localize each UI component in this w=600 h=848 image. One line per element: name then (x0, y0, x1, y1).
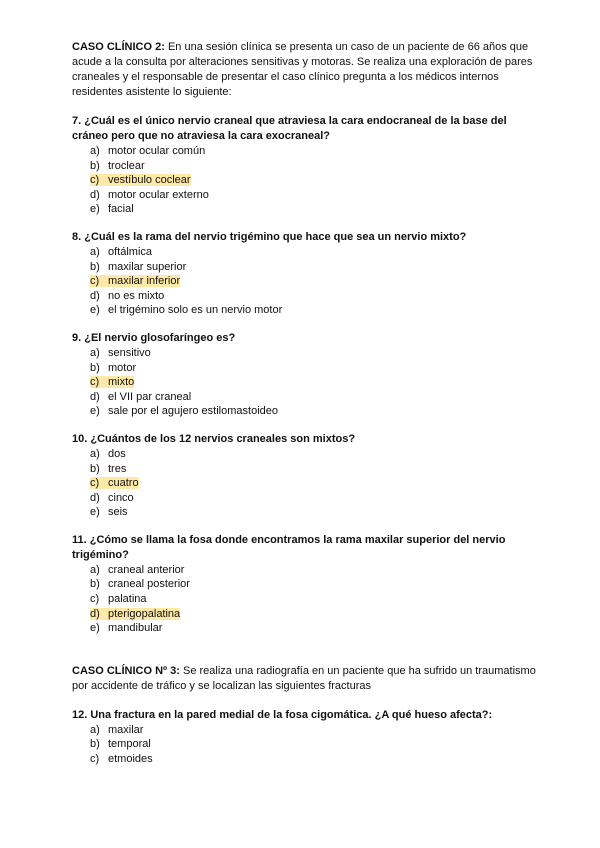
option-list (72, 563, 542, 636)
option-item[interactable]: a) dos (90, 447, 126, 460)
option-item-highlighted[interactable]: c) cuatro (90, 477, 139, 490)
option-item-highlighted[interactable]: c) mixto (90, 376, 135, 389)
question-block (72, 432, 542, 520)
option-item[interactable]: a) sensitivo (90, 346, 151, 359)
option-item[interactable]: a) motor ocular común (90, 145, 206, 157)
option-item[interactable]: a) oftálmica (90, 245, 153, 258)
option-item[interactable]: b) tres (90, 462, 127, 475)
option-item[interactable]: a) maxilar (90, 723, 144, 736)
option-item[interactable]: a) craneal anterior (90, 563, 185, 576)
option-item[interactable]: b) craneal posterior (90, 578, 190, 591)
option-item[interactable]: d) el VII par craneal (90, 390, 192, 403)
question-block (72, 331, 542, 419)
question-title: 12. Una fractura en la pared medial de la fosa cigomática. ¿A qué hueso afecta?: (72, 708, 493, 721)
option-item[interactable]: b) maxilar superior (90, 260, 187, 273)
case-label: CASO CLÍNICO 2: (72, 41, 165, 53)
option-item[interactable]: e) sale por el agujero estilomastoideo (90, 405, 278, 418)
question-title: 7. ¿Cuál es el único nervio craneal que atraviesa la cara endocraneal de la base del cráneo pero que no atraviesa la cara exocraneal? (72, 115, 507, 142)
option-list (72, 447, 542, 520)
question-block (72, 708, 542, 767)
question-title: 9. ¿El nervio glosofaríngeo es? (72, 331, 236, 344)
question-block (72, 230, 542, 318)
option-list (72, 144, 542, 217)
question-title: 10. ¿Cuántos de los 12 nervios craneales son mixtos? (72, 432, 356, 445)
option-list (72, 245, 542, 318)
option-item[interactable]: b) motor (90, 361, 137, 374)
option-item[interactable]: c) palatina (90, 593, 147, 606)
option-list (72, 723, 542, 767)
question-block (72, 114, 542, 217)
option-item[interactable]: e) facial (90, 203, 134, 216)
option-list (72, 346, 542, 419)
option-item[interactable]: d) motor ocular externo (90, 188, 209, 201)
option-item-highlighted[interactable]: c) vestíbulo coclear (90, 174, 191, 187)
question-block (72, 533, 542, 636)
option-item-highlighted[interactable]: d) pterigopalatina (90, 607, 181, 620)
option-item-highlighted[interactable]: c) maxilar inferior (90, 275, 181, 288)
case-text: En una sesión clínica se presenta un caso de un paciente de 66 años que acude a la consulta por alteraciones sensitivas y motoras. Se realiza una exploración de pares craneales y el responsable de presentar el caso clínico pregunta a los médicos internos residentes asistente lo siguiente: (72, 41, 533, 98)
case-text: Se realiza una radiografía en un paciente que ha sufrido un traumatismo por accidente de tráfico y se localizan las siguientes fracturas (72, 664, 536, 692)
case-intro (72, 40, 542, 100)
option-item[interactable]: d) cinco (90, 491, 134, 504)
option-item[interactable]: b) temporal (90, 738, 151, 751)
case-label: CASO CLÍNICO Nº 3: (72, 664, 180, 677)
option-item[interactable]: c) etmoides (90, 753, 153, 766)
option-item[interactable]: e) mandibular (90, 622, 163, 635)
document-page (72, 40, 542, 767)
option-item[interactable]: b) troclear (90, 159, 145, 172)
option-item[interactable]: e) seis (90, 506, 128, 519)
question-title: 11. ¿Cómo se llama la fosa donde encontramos la rama maxilar superior del nervio trigémino? (72, 533, 506, 561)
option-item[interactable]: e) el trigémino solo es un nervio motor (90, 304, 283, 317)
question-title: 8. ¿Cuál es la rama del nervio trigémino que hace que sea un nervio mixto? (72, 230, 467, 243)
option-item[interactable]: d) no es mixto (90, 289, 165, 302)
case-intro (72, 664, 542, 694)
